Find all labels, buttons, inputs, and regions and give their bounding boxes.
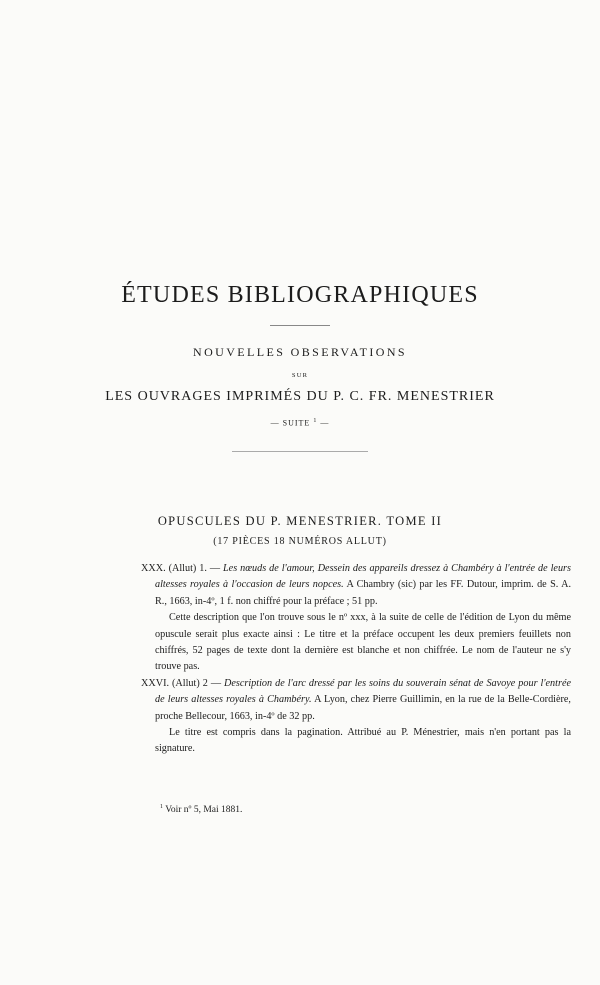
entry-head: XXVI. (Allut) 2 —: [141, 677, 225, 689]
main-title: ÉTUDES BIBLIOGRAPHIQUES: [121, 282, 479, 308]
footnote-text: Voir nº 5, Mai 1881.: [163, 805, 243, 816]
title-rule: [270, 325, 330, 326]
suite-end: —: [317, 418, 330, 428]
suite-text: — SUITE: [270, 418, 311, 428]
suite-note-mark: 1: [313, 418, 318, 424]
entry-publication: A Lyon, chez Pierre Guillimin, en la rue de la Belle-Cordière, proche Bellecour, 1663, in-4º de 32 pp.: [155, 694, 571, 722]
section-title: OPUSCULES DU P. MENESTRIER. TOME II: [157, 514, 443, 528]
entry-item: [141, 676, 571, 725]
entry-title: Description de l'arc dressé par les soins du souverain sénat de Savoye pour l'entrée de leurs altesses royales à Chambéry.: [155, 677, 571, 706]
subtitle: NOUVELLES OBSERVATIONS: [193, 345, 407, 359]
subtitle-connector: SUR: [291, 372, 309, 379]
entry-title: Les nœuds de l'amour, Dessein des appareils dressez à Chambéry à l'entrée de leurs altesses royales à l'occasion de leurs nopces.: [155, 563, 571, 591]
entry-publication: A Chambry (sic) par les FF. Dutour, imprim. de S. A. R., 1663, in-4º, 1 f. non chiffré pour la préface ; 51 pp.: [155, 579, 571, 607]
suite-label: [0, 418, 600, 428]
section-subtitle: (17 PIÈCES 18 NUMÉROS ALLUT): [213, 536, 387, 547]
entry-head: XXX. (Allut) 1. —: [141, 563, 224, 574]
entries-list: [141, 561, 571, 758]
subtitle-main: LES OUVRAGES IMPRIMÉS DU P. C. FR. MENESTRIER: [105, 389, 495, 404]
entry-item: [141, 561, 571, 610]
footnote: [160, 804, 242, 815]
footnote-mark: 1: [160, 804, 163, 810]
header-rule: [232, 451, 368, 452]
entry-note: Le titre est compris dans la pagination. Attribué au P. Ménestrier, mais n'en portant pas la signature.: [155, 727, 571, 755]
entry-note: Cette description que l'on trouve sous le nº xxx, à la suite de celle de l'édition de Lyon du même opuscule serait plus exacte ainsi : Le titre et la préface occupent les deux premiers feuillets non chiffrés, 52 pages de texte dont la dernière est blanche et non chiffrée. Le nom de l'auteur ne s'y trouve pas.: [155, 612, 571, 673]
